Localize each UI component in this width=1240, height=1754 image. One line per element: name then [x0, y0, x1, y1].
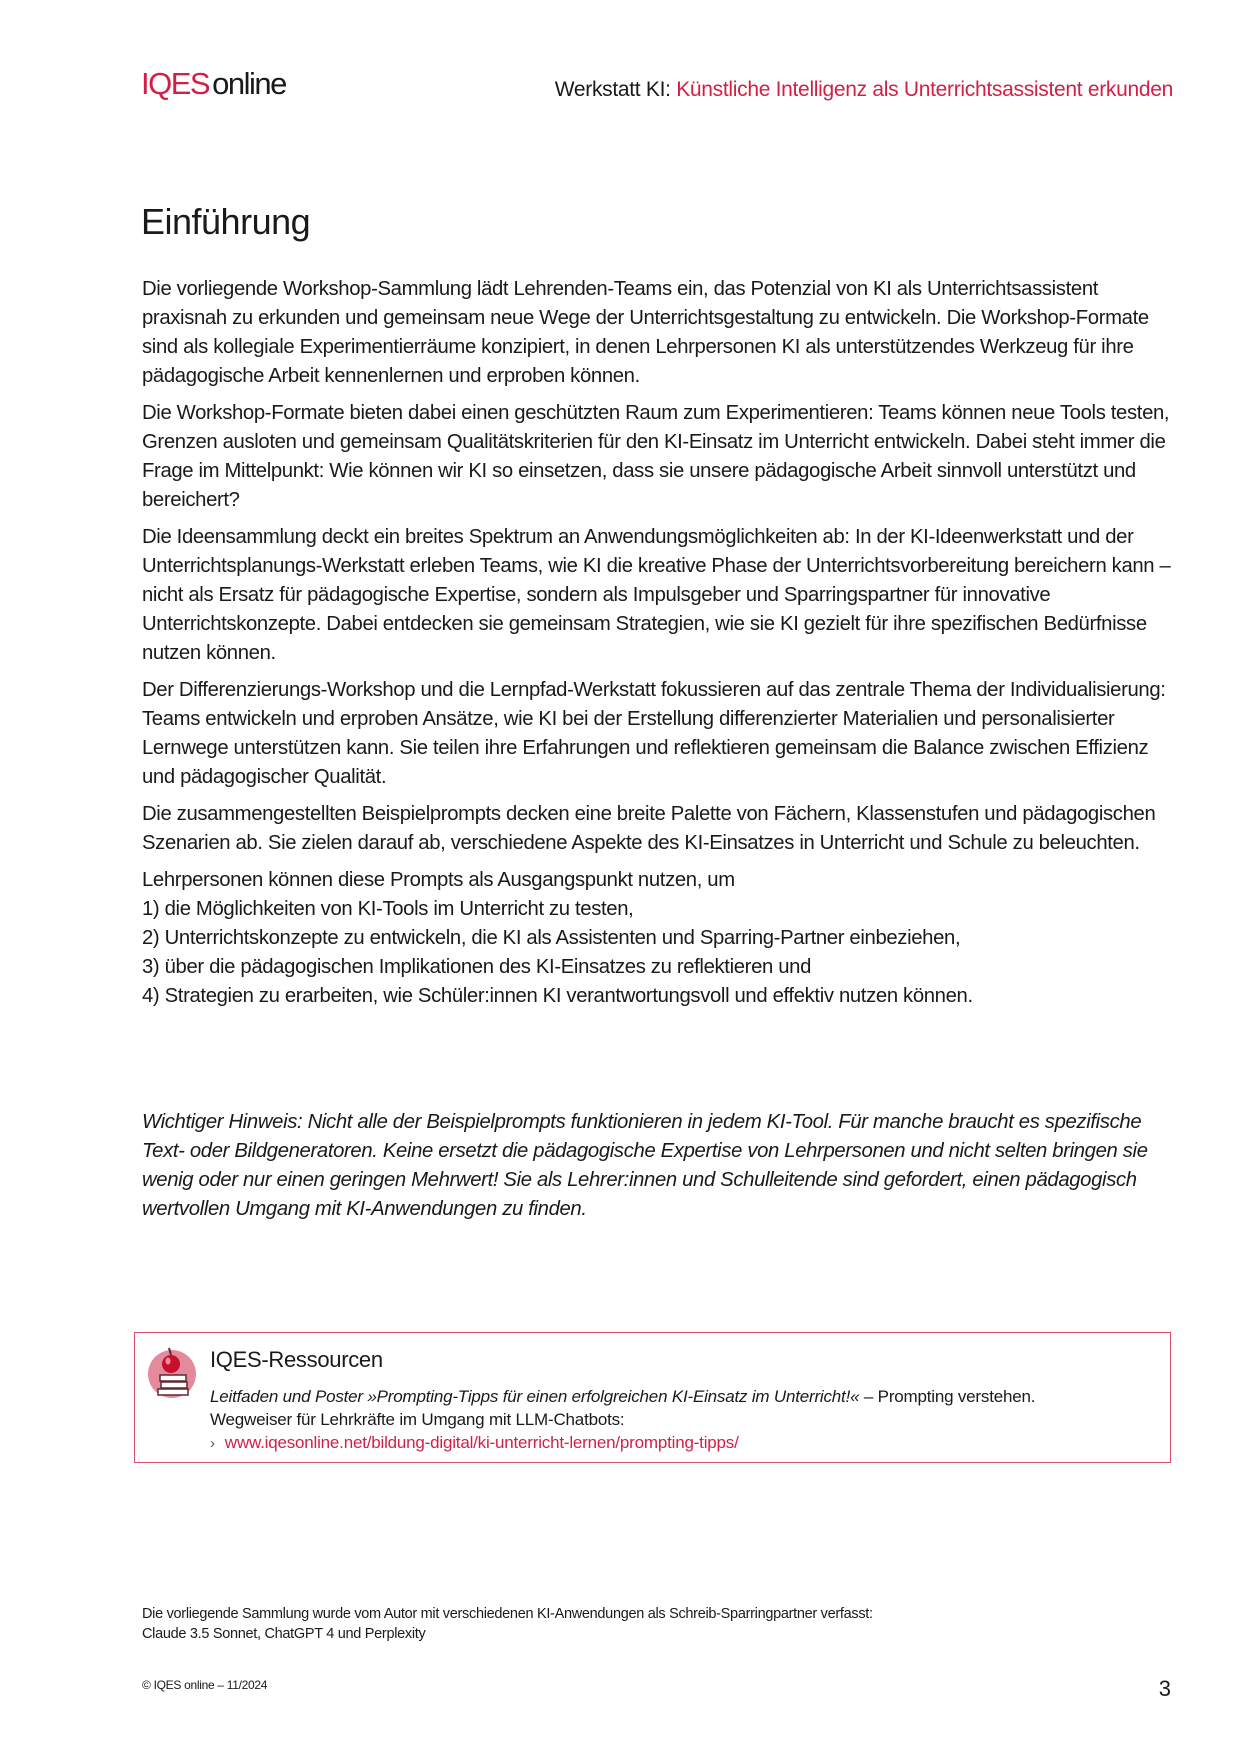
header-title-accent: Künstliche Intelligenz als Unterrichtsassistent erkunden	[676, 78, 1173, 101]
list-intro: Lehrpersonen können diese Prompts als Ausgangspunkt nutzen, um	[142, 869, 735, 891]
paragraph: Der Differenzierungs-Workshop und die Lernpfad-Werkstatt fokussieren auf das zentrale Thema der Individualisierung: Teams entwickeln und erproben Ansätze, wie KI bei der Erstellung differenzierter Materialien und personalisierter Lernwege unterstützen kann. Sie teilen ihre Erfahrungen und reflektieren gemeinsam die Balance zwischen Effizienz und pädagogischer Qualität.	[142, 679, 1166, 788]
list-item: 3) über die pädagogischen Implikationen des KI-Einsatzes zu reflektieren und	[142, 956, 812, 978]
resource-link-row	[210, 1431, 1035, 1455]
list-item: 4) Strategien zu erarbeiten, wie Schüler:innen KI verantwortungsvoll und effektiv nutzen können.	[142, 985, 973, 1007]
resource-item-title: Leitfaden und Poster »Prompting-Tipps für einen erfolgreichen KI-Einsatz im Unterricht!«	[210, 1387, 860, 1406]
logo-online: online	[212, 66, 286, 101]
header-title-prefix: Werkstatt KI:	[554, 78, 677, 101]
resource-item-line2: Wegweiser für Lehrkräfte im Umgang mit LLM-Chatbots:	[210, 1410, 625, 1429]
paragraph: Die zusammengestellten Beispielprompts decken eine breite Palette von Fächern, Klassenstufen und pädagogischen Szenarien ab. Sie zielen darauf ab, verschiedene Aspekte des KI-Einsatzes in Unterricht und Schule zu beleuchten.	[142, 803, 1156, 854]
logo-iqes: IQES	[141, 66, 210, 101]
paragraph: Die Ideensammlung deckt ein breites Spektrum an Anwendungsmöglichkeiten ab: In der KI-Ideenwerkstatt und der Unterrichtsplanungs-Werkstatt erleben Teams, wie KI die kreative Phase der Unterrichtsvorbereitung bereichern kann – nicht als Ersatz für pädagogische Expertise, sondern als Impulsgeber und Sparringspartner für innovative Unterrichtskonzepte. Dabei entdecken sie gemeinsam Strategien, wie sie KI gezielt für ihre spezifischen Bedürfnisse nutzen können.	[142, 526, 1171, 664]
footer-note-line: Claude 3.5 Sonnet, ChatGPT 4 und Perplexity	[142, 1626, 426, 1642]
paragraph: Die Workshop-Formate bieten dabei einen geschützten Raum zum Experimentieren: Teams können neue Tools testen, Grenzen ausloten und gemeinsam Qualitätskriterien für den KI-Einsatz im Unterricht entwickeln. Dabei steht immer die Frage im Mittelpunkt: Wie können wir KI so einsetzen, dass sie unsere pädagogische Arbeit sinnvoll unterstützt und bereichert?	[142, 402, 1170, 511]
copyright: © IQES online – 11/2024	[142, 1678, 268, 1692]
list-item: 2) Unterrichtskonzepte zu entwickeln, die KI als Assistenten und Sparring-Partner einbeziehen,	[142, 927, 961, 949]
footer-note	[142, 1604, 873, 1644]
footer-note-line: Die vorliegende Sammlung wurde vom Autor mit verschiedenen KI-Anwendungen als Schreib-Sparringpartner verfasst:	[142, 1606, 873, 1622]
page-title: Einführung	[141, 201, 311, 242]
page-number: 3	[1158, 1676, 1171, 1701]
apple-on-books-icon	[145, 1345, 199, 1399]
list-item: 1) die Möglichkeiten von KI-Tools im Unterricht zu testen,	[142, 898, 634, 920]
resources-body	[210, 1385, 1035, 1455]
resource-item-desc: – Prompting verstehen.	[859, 1387, 1036, 1406]
main-content	[142, 275, 1177, 1019]
important-note: Wichtiger Hinweis: Nicht alle der Beispielprompts funktionieren in jedem KI-Tool. Für manche braucht es spezifische Text- oder Bildgeneratoren. Keine ersetzt die pädagogische Expertise von Lehrpersonen und nicht selten bringen sie wenig oder nur einen geringen Mehrwert! Sie als Lehrer:innen und Schulleitende sind gefordert, einen pädagogisch wertvollen Umgang mit KI-Anwendungen zu finden.	[142, 1111, 1148, 1220]
resource-link[interactable]: www.iqesonline.net/bildung-digital/ki-unterricht-lernen/prompting-tipps/	[224, 1433, 739, 1452]
numbered-list	[142, 866, 1177, 1011]
iqes-logo	[141, 68, 286, 99]
document-header-title	[555, 79, 1173, 100]
chevron-right-icon: ›	[210, 1435, 215, 1452]
paragraph: Die vorliegende Workshop-Sammlung lädt Lehrenden-Teams ein, das Potenzial von KI als Unterrichtsassistent praxisnah zu erkunden und gemeinsam neue Wege der Unterrichtsgestaltung zu entwickeln. Die Workshop-Formate sind als kollegiale Experimentierräume konzipiert, in denen Lehrpersonen KI als unterstützendes Werkzeug für ihre pädagogische Arbeit kennenlernen und erproben können.	[142, 278, 1149, 387]
resources-title: IQES-Ressourcen	[210, 1347, 383, 1372]
resources-box	[134, 1332, 1171, 1463]
